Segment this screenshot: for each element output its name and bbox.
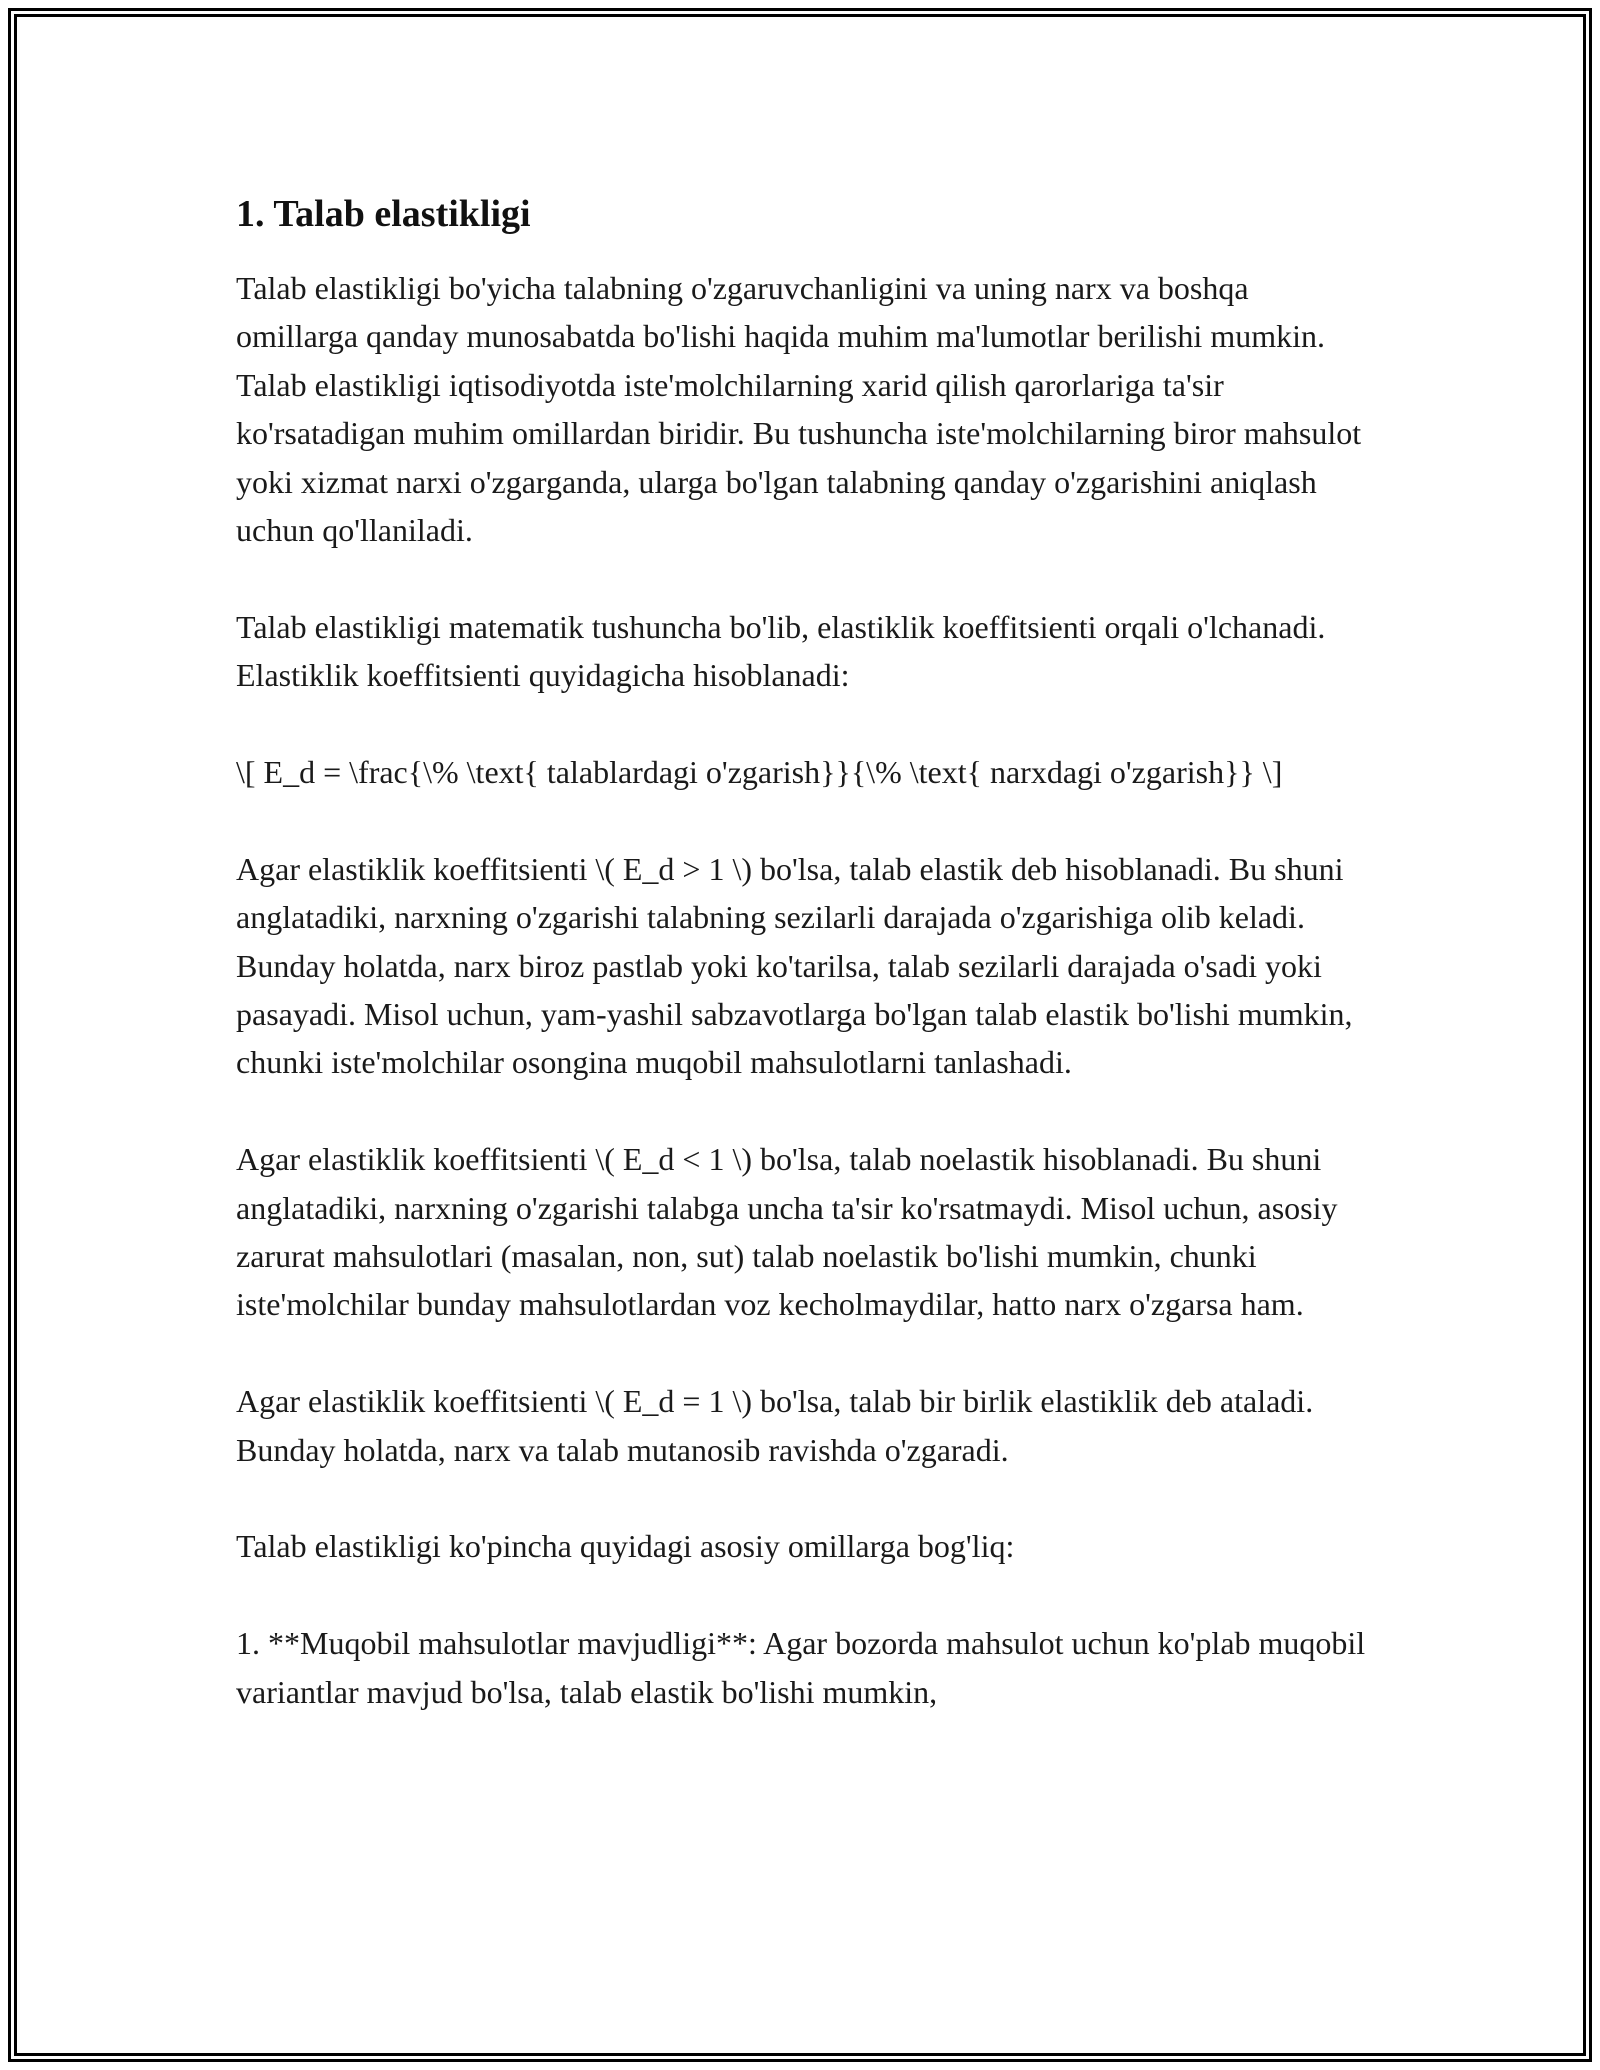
- paragraph-intro: Talab elastikligi bo'yicha talabning o'zgaruvchanligini va uning narx va boshqa omillarga qanday munosabatda bo'lishi haqida muhim ma'lumotlar berilishi mumkin. Talab elastikligi iqtisodiyotda iste'molchilarning xarid qilish qarorlariga ta'sir ko'rsatadigan muhim omillardan biridir. Bu tushuncha iste'molchilarning biror mahsulot yoki xizmat narxi o'zgarganda, ularga bo'lgan talabning qanday o'zgarishini aniqlash uchun qo'llaniladi.: [236, 270, 1362, 549]
- paragraph-inelastic: Agar elastiklik koeffitsienti \( E_d < 1 \) bo'lsa, talab noelastik hisoblanadi. Bu shuni anglatadiki, narxning o'zgarishi talabga uncha ta'sir ko'rsatmaydi. Misol uchun, asosiy zarurat mahsulotlari (masalan, non, sut) talab noelastik bo'lishi mumkin, chunki iste'molchilar bunday mahsulotlardan voz kecholmaydilar, hatto narx o'zgarsa ham.: [236, 1141, 1338, 1323]
- section-heading: 1. Talab elastikligi: [236, 193, 531, 235]
- paragraph-factors-intro: Talab elastikligi ko'pincha quyidagi asosiy omillarga bog'liq:: [236, 1528, 1015, 1565]
- paragraph-unit-elastic: Agar elastiklik koeffitsienti \( E_d = 1 \) bo'lsa, talab bir birlik elastiklik deb ataladi. Bunday holatda, narx va talab mutanosib ravishda o'zgaradi.: [236, 1383, 1314, 1468]
- paragraph-elastic: Agar elastiklik koeffitsienti \( E_d > 1 \) bo'lsa, talab elastik deb hisoblanadi. Bu shuni anglatadiki, narxning o'zgarishi talabning sezilarli darajada o'zgarishiga olib keladi. Bunday holatda, narx biroz pastlab yoki ko'tarilsa, talab sezilarli darajada o'sadi yoki pasayadi. Misol uchun, yam-yashil sabzavotlarga bo'lgan talab elastik bo'lishi mumkin, chunki iste'molchilar osongina muqobil mahsulotlarni tanlashadi.: [236, 850, 1353, 1081]
- list-item-substitutes: 1. **Muqobil mahsulotlar mavjudligi**: Agar bozorda mahsulot uchun ko'plab muqobil variantlar mavjud bo'lsa, talab elastik bo'lishi mumkin,: [236, 1625, 1366, 1710]
- formula-text: \[ E_d = \frac{\% \text{ talablardagi o'zgarish}}{\% \text{ narxdagi o'zgarish}} \]: [236, 754, 1283, 791]
- paragraph-math-concept: Talab elastikligi matematik tushuncha bo'lib, elastiklik koeffitsienti orqali o'lchanadi. Elastiklik koeffitsienti quyidagicha hisoblanadi:: [236, 608, 1326, 694]
- document-body: [236, 186, 1376, 1764]
